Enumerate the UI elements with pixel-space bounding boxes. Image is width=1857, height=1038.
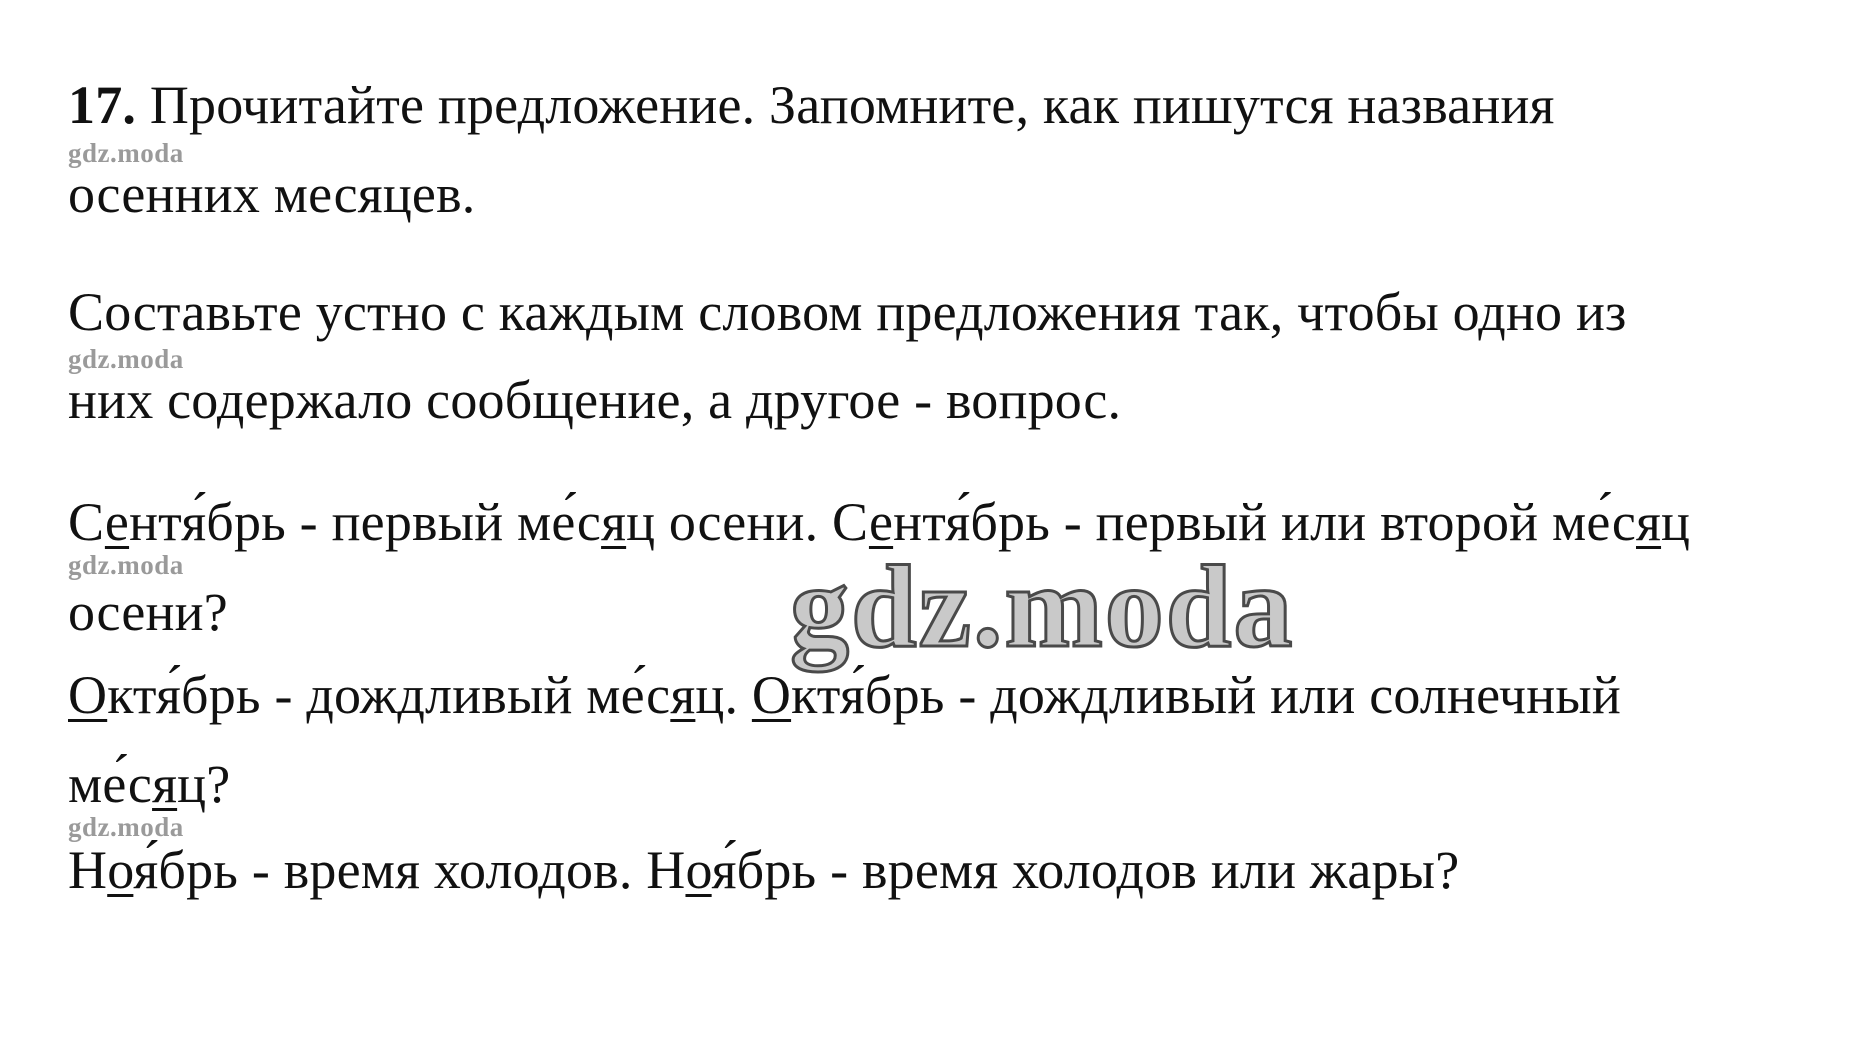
instruction-text-1: Прочитайте предложение. Запомните, как пишутся названия xyxy=(149,75,1555,135)
answer-october-line1: Октя́брь - дождливый ме́сяц. Октя́брь - дождливый или солнечный xyxy=(68,665,1621,725)
answer-september-line1: Сентя́брь - первый ме́сяц осени. Сентя́брь - первый или второй ме́сяц xyxy=(68,492,1691,552)
exercise-task-line2: них содержало сообщение, а другое - вопрос. xyxy=(68,370,1122,430)
exercise-instruction-line2: осенних месяцев. xyxy=(68,164,476,224)
exercise-instruction-line1 xyxy=(68,75,1555,135)
answer-october-line2: ме́сяц? xyxy=(68,754,231,814)
answer-september-line2: осени? xyxy=(68,582,228,642)
watermark-small-1: gdz.moda xyxy=(68,138,184,168)
watermark-small-2: gdz.moda xyxy=(68,344,184,374)
watermark-big: gdz.moda xyxy=(790,541,1295,672)
answer-november-line1: Ноя́брь - время холодов. Ноя́брь - время холодов или жары? xyxy=(68,840,1460,900)
exercise-task-line1: Составьте устно с каждым словом предложения так, чтобы одно из xyxy=(68,282,1627,342)
watermark-small-3: gdz.moda xyxy=(68,550,184,580)
exercise-number: 17. xyxy=(68,75,137,135)
watermark-small-4: gdz.moda xyxy=(68,812,184,842)
